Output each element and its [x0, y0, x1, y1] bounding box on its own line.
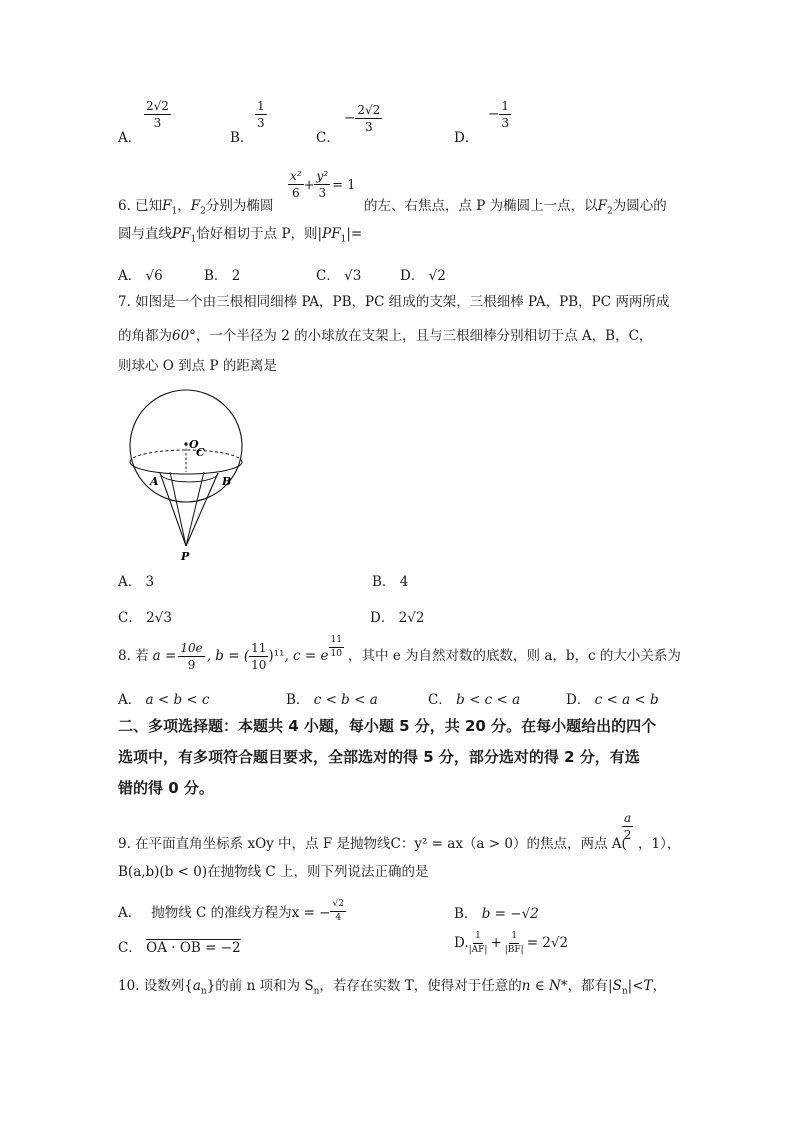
- frac-den: 9: [187, 657, 196, 672]
- q8-line: [118, 636, 681, 676]
- q6-line2: [118, 224, 362, 250]
- q6-option-a: [118, 264, 163, 284]
- q7-option-a: [118, 570, 154, 590]
- q10-text: }的前 n 项和为 S: [206, 978, 314, 994]
- plus-sign: +: [303, 178, 315, 193]
- equator-back: [130, 450, 242, 462]
- frac-den: 6: [291, 186, 300, 200]
- q6-option-b: [204, 264, 240, 284]
- option-value: 2√3: [146, 610, 172, 626]
- q6-text: 恰好相切于点 P，则|: [196, 226, 323, 242]
- frac-num: x²: [290, 169, 302, 183]
- q5-option-b-label: B．: [230, 130, 254, 146]
- frac-num: y²: [316, 169, 329, 183]
- frac-num: √2: [330, 900, 345, 912]
- label-p: P: [181, 550, 190, 563]
- frac-num: 1: [509, 932, 519, 944]
- subscript: 1: [340, 234, 347, 245]
- q8-option-c: [428, 688, 520, 708]
- q5-option-a-value: [144, 100, 171, 129]
- section-heading-line3: 错的得 0 分。: [118, 779, 214, 797]
- q7-line2: [118, 326, 652, 346]
- b-exponent: )¹¹: [268, 648, 285, 664]
- frac-num: a: [624, 811, 632, 825]
- frac-den: 3: [153, 116, 162, 130]
- q7-text: 的角都为: [118, 328, 172, 344]
- frac-num: 2√2: [357, 103, 381, 117]
- frac-num: 1: [257, 99, 265, 113]
- t-symbol: T: [643, 978, 653, 994]
- q10-line: [118, 976, 666, 1002]
- subscript: n: [200, 986, 207, 997]
- frac-den: 10: [330, 649, 342, 659]
- frac-den: 3: [257, 116, 265, 130]
- frac-num: 1: [501, 99, 509, 113]
- q9-option-b: [454, 902, 539, 922]
- q9-text: 9. 在平面直角坐标系 xOy 中，点 F 是抛物线C：y² = ax（a > 0）的焦点，两点 A(: [118, 836, 627, 852]
- center-point: [184, 442, 187, 445]
- q9-option-c: [118, 936, 241, 956]
- label-c: C: [196, 446, 205, 459]
- option-value: √6: [145, 268, 163, 284]
- frac-num: 11: [329, 636, 344, 648]
- q9-fraction: [622, 812, 633, 841]
- condition: n ∈ N*: [521, 978, 568, 994]
- option-label: C．: [316, 268, 340, 284]
- ellipse-equation: [288, 170, 355, 199]
- option-value: 2√2: [398, 610, 425, 626]
- q5-option-b-value: [255, 100, 267, 129]
- q7-text: ，一个半径为 2 的小球放在支架上，且与三根细棒分别相切于点 A，B，C，: [195, 328, 653, 344]
- minus-sign: −: [488, 106, 500, 122]
- pf1-symbol: PF: [322, 226, 341, 242]
- q6-option-c: [316, 264, 361, 284]
- q6-text: 分别为椭圆: [205, 198, 274, 214]
- q9-line1: [118, 834, 627, 854]
- section-heading-line2: 选项中，有多项符合题目要求，全部选对的得 5 分，部分选对的得 2 分，有选: [118, 748, 640, 766]
- option-value: 2: [231, 268, 241, 284]
- q10-text: ，: [652, 978, 667, 994]
- q9-line1-end: ，1），: [638, 836, 681, 852]
- sphere-tripod-figure: [120, 384, 252, 564]
- b-equals: , b = (: [206, 648, 250, 664]
- option-label: C．: [428, 692, 452, 708]
- option-value: a < b < c: [145, 692, 210, 708]
- option-label: A．: [118, 574, 142, 590]
- option-label: C．: [118, 940, 142, 956]
- q10-text: 10. 设数列{: [118, 978, 193, 994]
- option-value: = 2√2: [526, 935, 569, 951]
- option-value: √2: [428, 268, 446, 284]
- section-heading-line1: 二、多项选择题：本题共 4 小题，每小题 5 分，共 20 分。在每小题给出的四个: [118, 717, 657, 735]
- option-value: b < c < a: [456, 692, 521, 708]
- frac-den: 3: [501, 116, 509, 130]
- q6-line1-cont: [364, 196, 667, 222]
- q7-line1: 7. 如图是一个由三根相同细棒 PA，PB，PC 组成的支架，三根细棒 PA，PB，PC 两两所成: [118, 294, 670, 310]
- s-n-symbol: S: [612, 978, 622, 994]
- pf1-symbol: PF: [172, 226, 191, 242]
- frac-den: |BF|: [504, 944, 524, 955]
- minus-sign: −: [344, 110, 356, 126]
- subscript: n: [313, 986, 320, 997]
- q7-option-d: [370, 606, 424, 626]
- frac-den: 4: [335, 912, 342, 923]
- f2-symbol: F: [190, 198, 201, 214]
- f1-symbol: F: [162, 198, 172, 214]
- label-o: O: [189, 438, 199, 451]
- q8-option-d: [566, 688, 659, 708]
- option-label: A．: [118, 268, 142, 284]
- q5-option-c-value: [344, 104, 382, 133]
- q9-option-a: [118, 900, 346, 922]
- option-label: C．: [118, 610, 142, 626]
- q8-option-b: [286, 688, 378, 708]
- subscript: 2: [200, 206, 206, 217]
- q5-option-d-label: D．: [454, 130, 479, 146]
- option-label: D．: [370, 610, 395, 626]
- subscript: 1: [171, 206, 178, 217]
- plus-sign: +: [490, 935, 502, 951]
- q6-line1: [118, 196, 273, 222]
- q10-text: |<: [627, 978, 644, 994]
- option-value: c < b < a: [313, 692, 378, 708]
- q6-option-d: [400, 264, 446, 284]
- option-label: D．: [400, 268, 425, 284]
- c-equals: , c = e: [284, 648, 329, 664]
- q6-text: ，: [177, 198, 191, 214]
- subscript: 2: [607, 206, 613, 217]
- frac-den: 3: [318, 186, 327, 200]
- q6-text: 为圆心的: [612, 198, 667, 214]
- frac-num: 11: [251, 640, 267, 655]
- option-value: OA · OB = −2: [146, 940, 241, 956]
- label-a: A: [150, 475, 159, 488]
- q5-option-d-value: [488, 100, 511, 129]
- option-label: B．: [454, 906, 478, 922]
- q9-line2: B(a,b)(b < 0)在抛物线 C 上，则下列说法正确的是: [118, 864, 429, 880]
- q8-text: 8. 若: [118, 648, 149, 664]
- q9-option-d: [454, 930, 568, 956]
- a-equals: a =: [152, 648, 177, 664]
- q10-text: ，都有|: [567, 978, 613, 994]
- option-value: 3: [145, 574, 155, 590]
- q10-text: ，若存在实数 T，使得对于任意的: [319, 978, 522, 994]
- option-label: B．: [372, 574, 396, 590]
- option-label: D.: [454, 935, 469, 951]
- q6-text: |=: [346, 226, 363, 242]
- frac-num: 10e: [180, 640, 203, 655]
- a-n-symbol: a: [192, 978, 201, 994]
- option-value: √3: [344, 268, 362, 284]
- angle-value: 60°: [172, 328, 196, 344]
- equals-one: = 1: [332, 178, 356, 193]
- option-value: b = −√2: [481, 906, 539, 922]
- label-b: B: [222, 475, 232, 488]
- option-label: A．: [118, 692, 142, 708]
- q7-option-c: [118, 606, 172, 626]
- option-label: D．: [566, 692, 591, 708]
- frac-den: |AF|: [468, 944, 488, 955]
- frac-num: 1: [473, 932, 483, 944]
- subscript: n: [621, 986, 628, 997]
- frac-num: 2√2: [146, 99, 169, 113]
- q8-text: ，其中 e 为自然对数的底数，则 a，b，c 的大小关系为: [347, 648, 681, 664]
- option-value: 4: [399, 574, 409, 590]
- q8-option-a: [118, 688, 210, 708]
- option-label: B．: [286, 692, 310, 708]
- q6-text: 的左、右焦点，点 P 为椭圆上一点，以: [364, 198, 598, 214]
- q6-text: 6. 已知: [118, 198, 163, 214]
- frac-den: 2: [623, 828, 632, 842]
- subscript: 1: [190, 234, 197, 245]
- rod-pc-right: [186, 472, 204, 546]
- q7-option-b: [372, 570, 408, 590]
- q6-text: 圆与直线: [118, 226, 172, 242]
- option-label: B．: [204, 268, 228, 284]
- frac-den: 10: [251, 657, 267, 672]
- option-value: c < a < b: [594, 692, 659, 708]
- q5-option-a-label: A．: [118, 130, 142, 146]
- q7-line3: 则球心 O 到点 P 的距离是: [118, 358, 277, 374]
- frac-den: 3: [364, 120, 373, 134]
- rod-pb: [186, 473, 218, 546]
- f2-symbol: F: [597, 198, 608, 214]
- option-value: 抛物线 C 的准线方程为x = −: [151, 905, 331, 921]
- q5-option-c-label: C．: [316, 130, 340, 146]
- option-label: A．: [118, 905, 142, 921]
